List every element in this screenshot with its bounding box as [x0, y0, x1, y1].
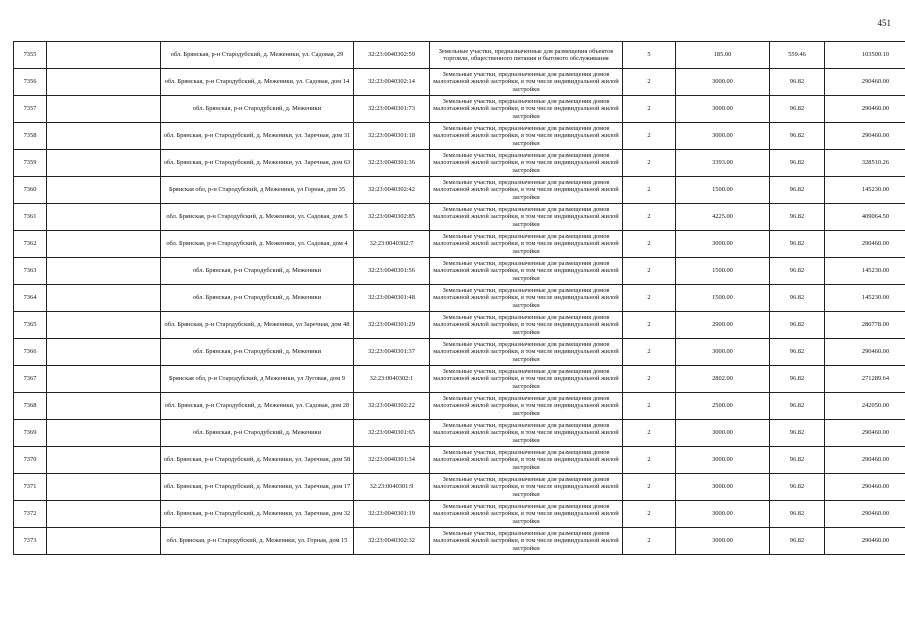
cadastral-number-cell: 32:23:0040301:9 [354, 474, 430, 501]
table-row [14, 393, 905, 420]
row-number-cell: 7373 [14, 528, 47, 555]
category-code-cell: 2 [623, 528, 676, 555]
cadastral-value-cell: 145230.00 [825, 177, 905, 204]
category-code-cell: 2 [623, 312, 676, 339]
cadastral-value-cell: 290460.00 [825, 447, 905, 474]
area-cell: 2900.00 [676, 312, 770, 339]
empty-cell [47, 366, 161, 393]
cadastral-value-cell: 290460.00 [825, 474, 905, 501]
empty-cell [47, 420, 161, 447]
address-cell: обл. Брянская, р-н Стародубский, д. Меженики [161, 96, 354, 123]
empty-cell [47, 285, 161, 312]
empty-cell [47, 42, 161, 69]
empty-cell [47, 96, 161, 123]
cadastral-number-cell: 32:23:0040302:42 [354, 177, 430, 204]
specific-value-cell: 96.82 [770, 447, 825, 474]
permitted-use-cell: Земельные участки, предназначенные для размещения домов малоэтажной жилой застройки, в том числе индивидуальной жилой застройки [430, 528, 623, 555]
specific-value-cell: 96.82 [770, 69, 825, 96]
row-number-cell: 7358 [14, 123, 47, 150]
area-cell: 3000.00 [676, 69, 770, 96]
permitted-use-cell: Земельные участки, предназначенные для размещения домов малоэтажной жилой застройки, в том числе индивидуальной жилой застройки [430, 366, 623, 393]
row-number-cell: 7368 [14, 393, 47, 420]
specific-value-cell: 96.82 [770, 285, 825, 312]
specific-value-cell: 96.82 [770, 150, 825, 177]
table-row [14, 204, 905, 231]
table-row [14, 42, 905, 69]
address-cell: Брянская обл, р-н Стародубский, д Меженики, ул Горная, дом 35 [161, 177, 354, 204]
address-cell: обл. Брянская, р-н Стародубский, д. Меженики [161, 339, 354, 366]
cadastral-number-cell: 32:23:0040302:1 [354, 366, 430, 393]
permitted-use-cell: Земельные участки, предназначенные для размещения домов малоэтажной жилой застройки, в том числе индивидуальной жилой застройки [430, 231, 623, 258]
address-cell: Брянская обл, р-н Стародубский, д Меженики, ул Луговая, дом 9 [161, 366, 354, 393]
table-row [14, 366, 905, 393]
cadastral-number-cell: 32:23:0040301:29 [354, 312, 430, 339]
permitted-use-cell: Земельные участки, предназначенные для размещения домов малоэтажной жилой застройки, в том числе индивидуальной жилой застройки [430, 285, 623, 312]
specific-value-cell: 96.82 [770, 96, 825, 123]
table-row [14, 420, 905, 447]
address-cell: обл. Брянская, р-н Стародубский, д. Меженики, ул. Садовая, дом 14 [161, 69, 354, 96]
cadastral-value-cell: 290460.00 [825, 528, 905, 555]
cadastral-number-cell: 32:23:0040301:73 [354, 96, 430, 123]
row-number-cell: 7360 [14, 177, 47, 204]
cadastral-number-cell: 32:23:0040302:32 [354, 528, 430, 555]
address-cell: обл. Брянская, р-н Стародубский, д. Меженики, ул. Садовая, 29 [161, 42, 354, 69]
permitted-use-cell: Земельные участки, предназначенные для размещения домов малоэтажной жилой застройки, в том числе индивидуальной жилой застройки [430, 393, 623, 420]
row-number-cell: 7370 [14, 447, 47, 474]
empty-cell [47, 123, 161, 150]
cadastral-number-cell: 32:23:0040301:48 [354, 285, 430, 312]
row-number-cell: 7366 [14, 339, 47, 366]
address-cell: обл. Брянская, р-н Стародубский, д. Меженики [161, 420, 354, 447]
table-row [14, 312, 905, 339]
specific-value-cell: 96.82 [770, 231, 825, 258]
table-row [14, 339, 905, 366]
specific-value-cell: 96.82 [770, 123, 825, 150]
address-cell: обл. Брянская, р-н Стародубский, д. Меженики, ул. Заречная, дом 63 [161, 150, 354, 177]
category-code-cell: 2 [623, 393, 676, 420]
table-row [14, 231, 905, 258]
cadastral-value-cell: 103500.10 [825, 42, 905, 69]
cadastral-value-cell: 290460.00 [825, 501, 905, 528]
cadastral-number-cell: 32:23:0040301:36 [354, 150, 430, 177]
cadastral-number-cell: 32:23:0040302:7 [354, 231, 430, 258]
cadastral-value-cell: 409064.50 [825, 204, 905, 231]
cadastral-value-cell: 290460.00 [825, 420, 905, 447]
row-number-cell: 7365 [14, 312, 47, 339]
empty-cell [47, 393, 161, 420]
address-cell: обл. Брянская, р-н Стародубский, д. Меженики, ул. Садовая, дом 28 [161, 393, 354, 420]
permitted-use-cell: Земельные участки, предназначенные для размещения домов малоэтажной жилой застройки, в том числе индивидуальной жилой застройки [430, 447, 623, 474]
area-cell: 3000.00 [676, 420, 770, 447]
area-cell: 1500.00 [676, 258, 770, 285]
cadastral-value-cell: 290460.00 [825, 339, 905, 366]
category-code-cell: 2 [623, 123, 676, 150]
category-code-cell: 2 [623, 231, 676, 258]
area-cell: 3000.00 [676, 447, 770, 474]
area-cell: 3393.00 [676, 150, 770, 177]
area-cell: 2500.00 [676, 393, 770, 420]
address-cell: обл. Брянская, р-н Стародубский, д. Меженики, ул Заречная, дом 48 [161, 312, 354, 339]
land-plots-table [13, 41, 905, 555]
empty-cell [47, 447, 161, 474]
table-row [14, 501, 905, 528]
category-code-cell: 2 [623, 177, 676, 204]
area-cell: 3000.00 [676, 501, 770, 528]
area-cell: 185.00 [676, 42, 770, 69]
specific-value-cell: 96.82 [770, 339, 825, 366]
cadastral-value-cell: 242050.00 [825, 393, 905, 420]
area-cell: 1500.00 [676, 177, 770, 204]
row-number-cell: 7355 [14, 42, 47, 69]
row-number-cell: 7361 [14, 204, 47, 231]
area-cell: 1500.00 [676, 285, 770, 312]
table-row [14, 69, 905, 96]
page-number: 451 [877, 18, 891, 28]
row-number-cell: 7364 [14, 285, 47, 312]
category-code-cell: 2 [623, 204, 676, 231]
permitted-use-cell: Земельные участки, предназначенные для размещения домов малоэтажной жилой застройки, в том числе индивидуальной жилой застройки [430, 96, 623, 123]
area-cell: 4225.00 [676, 204, 770, 231]
permitted-use-cell: Земельные участки, предназначенные для размещения домов малоэтажной жилой застройки, в том числе индивидуальной жилой застройки [430, 501, 623, 528]
category-code-cell: 2 [623, 501, 676, 528]
specific-value-cell: 96.82 [770, 312, 825, 339]
permitted-use-cell: Земельные участки, предназначенные для размещения домов малоэтажной жилой застройки, в том числе индивидуальной жилой застройки [430, 339, 623, 366]
cadastral-number-cell: 32:23:0040302:14 [354, 69, 430, 96]
address-cell: обл. Брянская, р-н Стародубский, д. Меженики, ул. Заречная, дом 17 [161, 474, 354, 501]
permitted-use-cell: Земельные участки, предназначенные для размещения домов малоэтажной жилой застройки, в том числе индивидуальной жилой застройки [430, 204, 623, 231]
permitted-use-cell: Земельные участки, предназначенные для размещения домов малоэтажной жилой застройки, в том числе индивидуальной жилой застройки [430, 123, 623, 150]
row-number-cell: 7371 [14, 474, 47, 501]
permitted-use-cell: Земельные участки, предназначенные для размещения домов малоэтажной жилой застройки, в том числе индивидуальной жилой застройки [430, 258, 623, 285]
category-code-cell: 2 [623, 420, 676, 447]
address-cell: обл. Брянская, р-н Стародубский, д. Меженики, ул. Горная, дом 15 [161, 528, 354, 555]
empty-cell [47, 69, 161, 96]
cadastral-value-cell: 290460.00 [825, 69, 905, 96]
cadastral-value-cell: 145230.00 [825, 285, 905, 312]
cadastral-number-cell: 32:23:0040301:56 [354, 258, 430, 285]
cadastral-number-cell: 32:23:0040302:59 [354, 42, 430, 69]
area-cell: 3000.00 [676, 528, 770, 555]
cadastral-value-cell: 290460.00 [825, 96, 905, 123]
area-cell: 2802.00 [676, 366, 770, 393]
empty-cell [47, 501, 161, 528]
permitted-use-cell: Земельные участки, предназначенные для размещения домов малоэтажной жилой застройки, в том числе индивидуальной жилой застройки [430, 177, 623, 204]
specific-value-cell: 96.82 [770, 204, 825, 231]
specific-value-cell: 96.82 [770, 420, 825, 447]
empty-cell [47, 150, 161, 177]
cadastral-number-cell: 32:23:0040301:18 [354, 123, 430, 150]
table-row [14, 123, 905, 150]
specific-value-cell: 96.82 [770, 501, 825, 528]
address-cell: обл. Брянская, р-н Стародубский, д. Меженики, ул. Садовая, дом 5 [161, 204, 354, 231]
cadastral-number-cell: 32:23:0040301:65 [354, 420, 430, 447]
cadastral-value-cell: 280778.00 [825, 312, 905, 339]
row-number-cell: 7362 [14, 231, 47, 258]
category-code-cell: 2 [623, 258, 676, 285]
cadastral-value-cell: 290460.00 [825, 231, 905, 258]
empty-cell [47, 339, 161, 366]
permitted-use-cell: Земельные участки, предназначенные для размещения объектов торговли, общественного питания и бытового обслуживания [430, 42, 623, 69]
area-cell: 3000.00 [676, 474, 770, 501]
cadastral-value-cell: 290460.00 [825, 123, 905, 150]
row-number-cell: 7356 [14, 69, 47, 96]
category-code-cell: 5 [623, 42, 676, 69]
area-cell: 3000.00 [676, 231, 770, 258]
table-row [14, 447, 905, 474]
empty-cell [47, 204, 161, 231]
cadastral-number-cell: 32:23:0040301:37 [354, 339, 430, 366]
cadastral-number-cell: 32:23:0040302:85 [354, 204, 430, 231]
table-row [14, 474, 905, 501]
cadastral-value-cell: 328510.26 [825, 150, 905, 177]
row-number-cell: 7369 [14, 420, 47, 447]
specific-value-cell: 96.82 [770, 528, 825, 555]
empty-cell [47, 312, 161, 339]
empty-cell [47, 177, 161, 204]
empty-cell [47, 528, 161, 555]
row-number-cell: 7372 [14, 501, 47, 528]
cadastral-value-cell: 271289.64 [825, 366, 905, 393]
category-code-cell: 2 [623, 150, 676, 177]
category-code-cell: 2 [623, 285, 676, 312]
cadastral-value-cell: 145230.00 [825, 258, 905, 285]
area-cell: 3000.00 [676, 123, 770, 150]
specific-value-cell: 559.46 [770, 42, 825, 69]
category-code-cell: 2 [623, 96, 676, 123]
table-row [14, 96, 905, 123]
address-cell: обл. Брянская, р-н Стародубский, д. Меженики, ул. Заречная, дом 31 [161, 123, 354, 150]
specific-value-cell: 96.82 [770, 177, 825, 204]
specific-value-cell: 96.82 [770, 258, 825, 285]
table-row [14, 258, 905, 285]
area-cell: 3000.00 [676, 96, 770, 123]
permitted-use-cell: Земельные участки, предназначенные для размещения домов малоэтажной жилой застройки, в том числе индивидуальной жилой застройки [430, 420, 623, 447]
cadastral-number-cell: 32:23:0040301:19 [354, 501, 430, 528]
address-cell: обл. Брянская, р-н Стародубский, д. Меженики, ул. Заречная, дом 32 [161, 501, 354, 528]
specific-value-cell: 96.82 [770, 393, 825, 420]
empty-cell [47, 231, 161, 258]
area-cell: 3000.00 [676, 339, 770, 366]
address-cell: обл. Брянская, р-н Стародубский, д. Меженики, ул. Заречная, дом 58 [161, 447, 354, 474]
address-cell: обл. Брянская, р-н Стародубский, д. Меженики [161, 258, 354, 285]
permitted-use-cell: Земельные участки, предназначенные для размещения домов малоэтажной жилой застройки, в том числе индивидуальной жилой застройки [430, 312, 623, 339]
row-number-cell: 7363 [14, 258, 47, 285]
category-code-cell: 2 [623, 447, 676, 474]
address-cell: обл. Брянская, р-н Стародубский, д. Меженики [161, 285, 354, 312]
table-row [14, 528, 905, 555]
category-code-cell: 2 [623, 339, 676, 366]
specific-value-cell: 96.82 [770, 366, 825, 393]
permitted-use-cell: Земельные участки, предназначенные для размещения домов малоэтажной жилой застройки, в том числе индивидуальной жилой застройки [430, 69, 623, 96]
permitted-use-cell: Земельные участки, предназначенные для размещения домов малоэтажной жилой застройки, в том числе индивидуальной жилой застройки [430, 150, 623, 177]
table-row [14, 177, 905, 204]
cadastral-number-cell: 32:23:0040301:34 [354, 447, 430, 474]
address-cell: обл. Брянская, р-н Стародубский, д. Меженики, ул. Садовая, дом 4 [161, 231, 354, 258]
row-number-cell: 7367 [14, 366, 47, 393]
empty-cell [47, 258, 161, 285]
category-code-cell: 2 [623, 474, 676, 501]
table-row [14, 285, 905, 312]
specific-value-cell: 96.82 [770, 474, 825, 501]
category-code-cell: 2 [623, 69, 676, 96]
permitted-use-cell: Земельные участки, предназначенные для размещения домов малоэтажной жилой застройки, в том числе индивидуальной жилой застройки [430, 474, 623, 501]
empty-cell [47, 474, 161, 501]
table-row [14, 150, 905, 177]
row-number-cell: 7357 [14, 96, 47, 123]
category-code-cell: 2 [623, 366, 676, 393]
cadastral-number-cell: 32:23:0040302:22 [354, 393, 430, 420]
row-number-cell: 7359 [14, 150, 47, 177]
